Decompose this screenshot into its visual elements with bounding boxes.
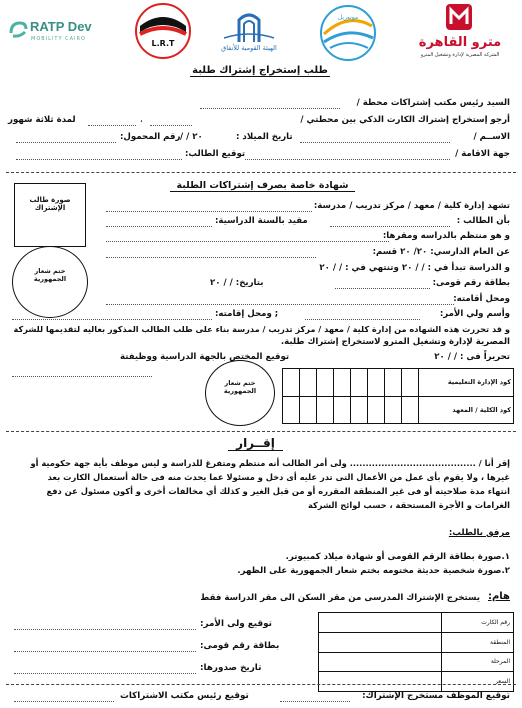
national-id-field[interactable] bbox=[335, 288, 430, 289]
zone-label: المنطقة bbox=[442, 632, 514, 652]
address-field[interactable] bbox=[106, 304, 454, 305]
cert-line-11: تحريراً فى : / / ٢٠ bbox=[434, 352, 510, 362]
price-label: السعر bbox=[442, 672, 514, 692]
mobile-field[interactable] bbox=[16, 142, 116, 143]
station-to-field[interactable] bbox=[150, 125, 192, 126]
id-card-field[interactable] bbox=[14, 651, 196, 652]
dob-label: تاريخ الميلاد : bbox=[236, 132, 293, 142]
cairo-metro-subtext: الشركة المصرية لإدارة وتشغيل المترو bbox=[420, 52, 500, 58]
head-sign-label: توقيع رئيس مكتب الاشتراكات bbox=[120, 691, 249, 701]
cert-line-7: ومحل أقامته: bbox=[453, 294, 510, 304]
declaration-p4: الغرامات و الأجرة المستحقة ، حسب لوائح الشركة bbox=[307, 500, 510, 510]
issue-date-label: تاريخ صدورها: bbox=[200, 663, 262, 673]
guardian-name-field[interactable] bbox=[305, 319, 420, 320]
photo-label: صورة طالب الإشتراك bbox=[29, 196, 71, 212]
issue-date-field[interactable] bbox=[14, 673, 196, 674]
attachments-title: مرفق بالطلب: bbox=[448, 528, 510, 538]
student-sign-field[interactable] bbox=[16, 159, 182, 160]
residence-label: جهة الاقامة / bbox=[455, 149, 510, 159]
card-info-table bbox=[318, 612, 514, 692]
cert-line-2: بأن الطالب : bbox=[456, 216, 510, 226]
attachment-2: ٢.صورة شخصية حديثة مختومه بختم شعار الجمهورية على الظهر. bbox=[237, 566, 510, 576]
code-faculty-label: كود الكلية / المعهد bbox=[419, 396, 514, 424]
duration-text: لمدة ثلاثة شهور bbox=[8, 115, 76, 125]
cert-line-6b: بتاريخ: / / ٢٠ bbox=[210, 278, 264, 288]
stamp-label-1: ختم شعار الجمهورية bbox=[33, 267, 67, 283]
dob-value[interactable]: / / ٢٠ bbox=[180, 132, 203, 142]
stamp-circle-2 bbox=[205, 360, 275, 426]
ratp-subtext: MOBILITY CAIRO bbox=[31, 36, 86, 42]
ratp-text: RATP Dev bbox=[30, 19, 92, 34]
note-text: يستخرج الإشتراك المدرسى من مقر السكن الى مقر الدراسة فقط bbox=[200, 593, 480, 603]
monorail-icon bbox=[318, 4, 378, 62]
card-number-label: رقم الكارت bbox=[442, 613, 514, 633]
mobile-label: رقم المحمول: bbox=[120, 132, 181, 142]
declaration-p3: انتهاء مدة صلاحيته أو فى غير المنطقة المقرره أو من قبل الغير و كذلك أي مخالفات أخرى و أكون مسئول عن دفع bbox=[46, 486, 510, 496]
nat-authority-text: الهيئة القومية للأنفاق bbox=[221, 44, 277, 52]
request-line-1: السيد رئيس مكتب إشتراكات محطة / bbox=[356, 98, 510, 108]
station-field[interactable] bbox=[200, 108, 340, 109]
guardian-sign-label: توقيع ولى الأمر: bbox=[200, 619, 272, 629]
stage-label: المرحلة bbox=[442, 652, 514, 672]
monorail-logo bbox=[318, 4, 378, 62]
cert-line-8: وأسم ولي الأمر: bbox=[439, 309, 510, 319]
stamp-circle-1 bbox=[12, 246, 88, 318]
cert-line-1: تشهد إدارة كلية / معهد / مركز تدريب / مدرسة: bbox=[313, 201, 510, 211]
cert-line-10: المصرية لإدارة وتشغيل المترو لاستخراج إشتراك طلبة. bbox=[280, 337, 510, 347]
certificate-title: شهادة خاصة بصرف إشتراكات الطلبة bbox=[170, 180, 355, 192]
codes-table bbox=[282, 368, 514, 424]
residence-field[interactable] bbox=[245, 159, 450, 160]
divider-2 bbox=[6, 431, 516, 432]
code-edu-label: كود الإدارة التعليمية bbox=[419, 369, 514, 397]
study-location-field[interactable] bbox=[106, 241, 389, 242]
cert-line-3: و هو منتظم بالدراسه ومقرها: bbox=[382, 231, 510, 241]
nat-authority-logo bbox=[214, 8, 284, 60]
photo-box bbox=[14, 183, 86, 247]
lrt-text: L.R.T bbox=[151, 39, 175, 48]
institution-field[interactable] bbox=[106, 211, 312, 212]
monorail-text: مونوريل bbox=[337, 14, 359, 21]
request-line-2: أرجو إستخراج إشتراك الكارت الذكي بين محطتي / bbox=[300, 115, 510, 125]
cairo-metro-text: مترو القاهرة bbox=[418, 35, 502, 50]
note-label: هام: bbox=[487, 591, 510, 602]
cert-line-12: توقيع المختص بالجهة الدراسية ووظيفتة bbox=[120, 352, 290, 362]
head-sign-field[interactable] bbox=[14, 701, 114, 702]
lrt-logo bbox=[132, 2, 194, 60]
metro-emblem-icon bbox=[406, 2, 514, 36]
guardian-sign-field[interactable] bbox=[14, 629, 196, 630]
student-sign-label: توقيع الطالب: bbox=[185, 149, 246, 159]
ratp-logo bbox=[8, 16, 100, 50]
cert-line-4: عن العام الدارسي: ٢٠/ ٢٠ قسم: bbox=[372, 247, 510, 257]
lrt-emblem-icon bbox=[132, 2, 194, 60]
study-year-field[interactable] bbox=[106, 226, 212, 227]
cert-line-2b: مقيد بالسنة الدراسية: bbox=[215, 216, 308, 226]
cert-line-8b: ; ومحل إقامته: bbox=[215, 309, 279, 319]
cert-line-9: و قد تحررت هذه الشهاده من إدارة كلية / معهد / مركز تدريب / مدرسة بناء على طلب الطالب المذكور بعاليه لتقديمها للشركة bbox=[13, 324, 510, 334]
declaration-p1: إقر أنا / ........................................ ولى أمر الطالب أنه منتظم ومتفرغ للدراسة و ليس موظف بأية جهة حكومية أو bbox=[30, 458, 510, 468]
student-name-field[interactable] bbox=[330, 226, 450, 227]
station-separator: ، bbox=[140, 115, 143, 125]
guardian-address-field[interactable] bbox=[12, 319, 212, 320]
station-from-field[interactable] bbox=[88, 125, 136, 126]
attachment-1: ١.صورة بطاقة الرقم القومى أو شهادة ميلاد كمبيوتر. bbox=[285, 552, 510, 562]
declaration-p2: غيرها ، ولا يقوم بأى عمل من الأعمال التى تدر عليه أى دخل و مسئولا عما يحدث منه فى حالة أستعمال الكارت بعد bbox=[47, 472, 510, 482]
cert-line-6: بطاقة رقم قومى: bbox=[432, 278, 510, 288]
ratp-mark-icon bbox=[8, 19, 28, 39]
name-field[interactable] bbox=[300, 142, 450, 143]
employee-sign-field[interactable] bbox=[280, 701, 350, 702]
id-card-label: بطاقة رقم قومى: bbox=[200, 641, 280, 651]
tunnel-authority-icon bbox=[214, 8, 284, 44]
declaration-title: إقــرار bbox=[228, 436, 283, 451]
cairo-metro-logo bbox=[406, 2, 514, 62]
cert-line-5: و الدراسة تبدأ في : / / ٢٠ وتنتهي في : / / ٢٠ bbox=[319, 263, 510, 273]
divider-1 bbox=[6, 172, 516, 173]
form-title: طلب إستخراج إشتراك طلبة bbox=[190, 65, 330, 77]
divider-3 bbox=[6, 684, 516, 685]
department-field[interactable] bbox=[106, 257, 316, 258]
employee-sign-label: توقيع الموظف مستخرج الإشتراك: bbox=[362, 691, 510, 701]
official-sign-field[interactable] bbox=[12, 376, 152, 377]
name-label: الاســم / bbox=[473, 132, 510, 142]
stamp-label-2: ختم شعار الجمهورية bbox=[223, 379, 257, 395]
